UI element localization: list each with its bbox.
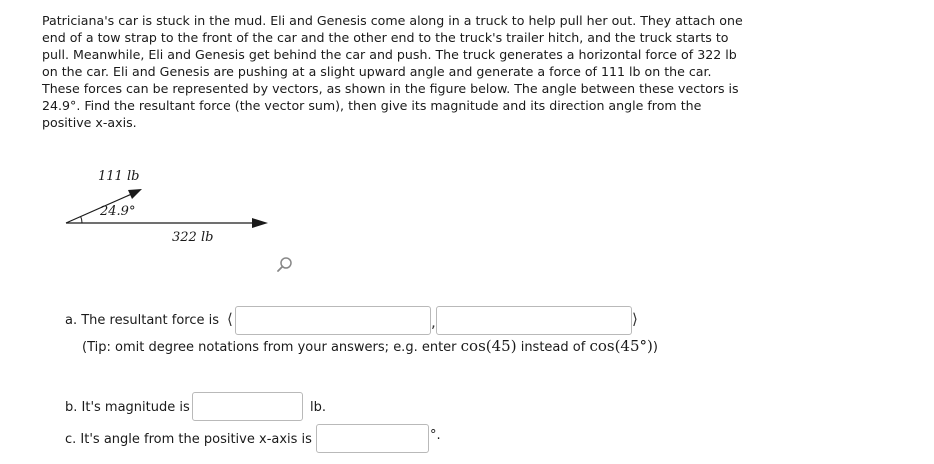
magnifier-icon[interactable] bbox=[275, 255, 295, 275]
push-force-label: 111 lb bbox=[98, 169, 140, 184]
component-comma: , bbox=[431, 313, 436, 331]
vector-figure bbox=[60, 165, 290, 249]
truck-force-label: 322 lb bbox=[172, 230, 214, 245]
part-a-label: a. The resultant force is bbox=[65, 313, 220, 328]
part-c-label: c. It's angle from the positive x-axis is bbox=[65, 432, 312, 447]
angle-arc bbox=[81, 216, 82, 223]
tip-example-good: cos(45) bbox=[460, 337, 517, 355]
truck-force-arrowhead bbox=[252, 218, 268, 228]
tip-example-bad: cos(45°) bbox=[589, 337, 653, 355]
magnitude-input[interactable] bbox=[192, 392, 303, 421]
open-angle-bracket: ⟨ bbox=[227, 310, 233, 328]
tip-text bbox=[82, 337, 658, 355]
tip-middle: instead of bbox=[516, 340, 590, 355]
angle-input[interactable] bbox=[316, 424, 429, 453]
x-component-input[interactable] bbox=[235, 306, 431, 335]
tip-prefix: (Tip: omit degree notations from your answers; e.g. enter bbox=[82, 340, 461, 355]
part-b-label: b. It's magnitude is bbox=[65, 400, 190, 415]
tip-suffix: ) bbox=[652, 340, 658, 355]
y-component-input[interactable] bbox=[436, 306, 632, 335]
angle-unit: °. bbox=[430, 428, 441, 443]
close-angle-bracket: ⟩ bbox=[632, 310, 638, 328]
angle-label: 24.9° bbox=[100, 204, 136, 219]
problem-statement: Patriciana's car is stuck in the mud. Eli and Genesis come along in a truck to help pull her out. They attach one end of a tow strap to the front of the car and the other end to the truck's trailer hitch, and the truck starts to pull. Meanwhile, Eli and Genesis get behind the car and push. The truck generates a horizontal force of 322 lb on the car. Eli and Genesis are pushing at a slight upward angle and generate a force of 111 lb on the car. These forces can be represented by vectors, as shown in the figure below. The angle between these vectors is 24.9°. Find the resultant force (the vector sum), then give its magnitude and its direction angle from the positive x-axis. bbox=[42, 13, 743, 130]
magnitude-unit: lb. bbox=[310, 400, 326, 415]
push-force-arrowhead bbox=[128, 189, 142, 199]
